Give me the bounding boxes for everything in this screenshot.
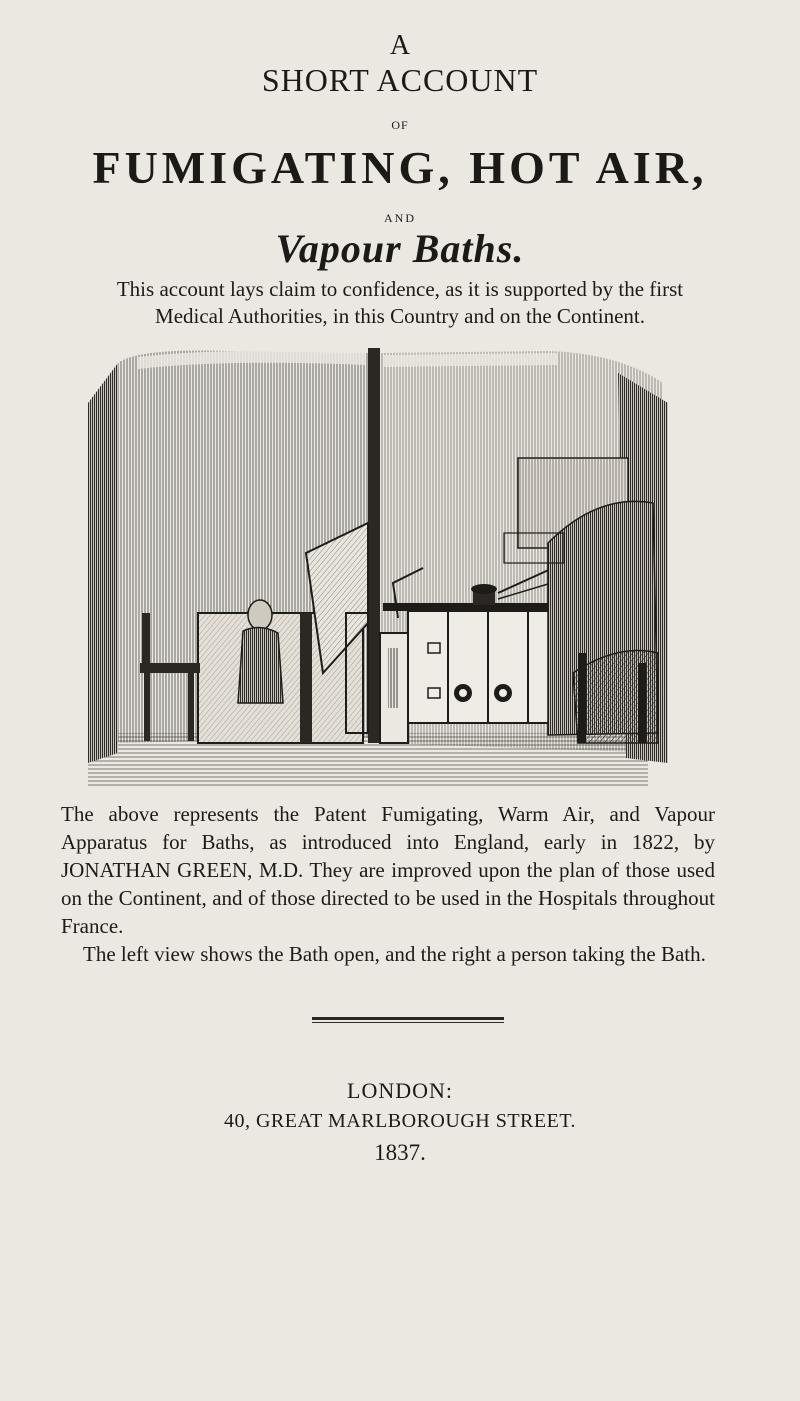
title-and: AND (384, 211, 416, 225)
title-article: A (389, 30, 411, 61)
engraving-illustration (78, 343, 670, 788)
caption-paragraph-2: The left view shows the Bath open, and the right a person taking the Bath. (83, 942, 706, 966)
left-outer-wall (88, 363, 118, 763)
claim-text (0, 276, 800, 330)
title-short-account: SHORT ACCOUNT (261, 62, 539, 98)
title-of: OF (391, 118, 409, 132)
claim-line-2: Medical Authorities, in this Country and on the Continent. (155, 304, 645, 328)
imprint-city: LONDON: (347, 1078, 453, 1103)
left-cabinet-post (300, 613, 312, 743)
claim-line-1: This account lays claim to confidence, as it is supported by the first (116, 277, 684, 301)
ornamental-rule (312, 1017, 504, 1020)
title-vapour-baths: Vapour Baths. (275, 226, 525, 271)
imprint-address: 40, GREAT MARLBOROUGH STREET. (223, 1110, 577, 1132)
ornamental-rule-thin (312, 1022, 504, 1023)
right-ceiling (383, 353, 558, 367)
caption (61, 800, 715, 968)
caption-paragraph-1: The above represents the Patent Fumigating, Warm Air, and Vapour Apparatus for Baths, as introduced into England, early in 1822, by JONATHAN GREEN, M.D. They are improved upon the plan of those used on the Continent, and of those directed to be used in the Hospitals throughout France. (61, 802, 715, 938)
center-pillar (368, 348, 380, 743)
imprint-year: 1837. (374, 1140, 426, 1165)
title-main: FUMIGATING, HOT AIR, (92, 142, 708, 193)
